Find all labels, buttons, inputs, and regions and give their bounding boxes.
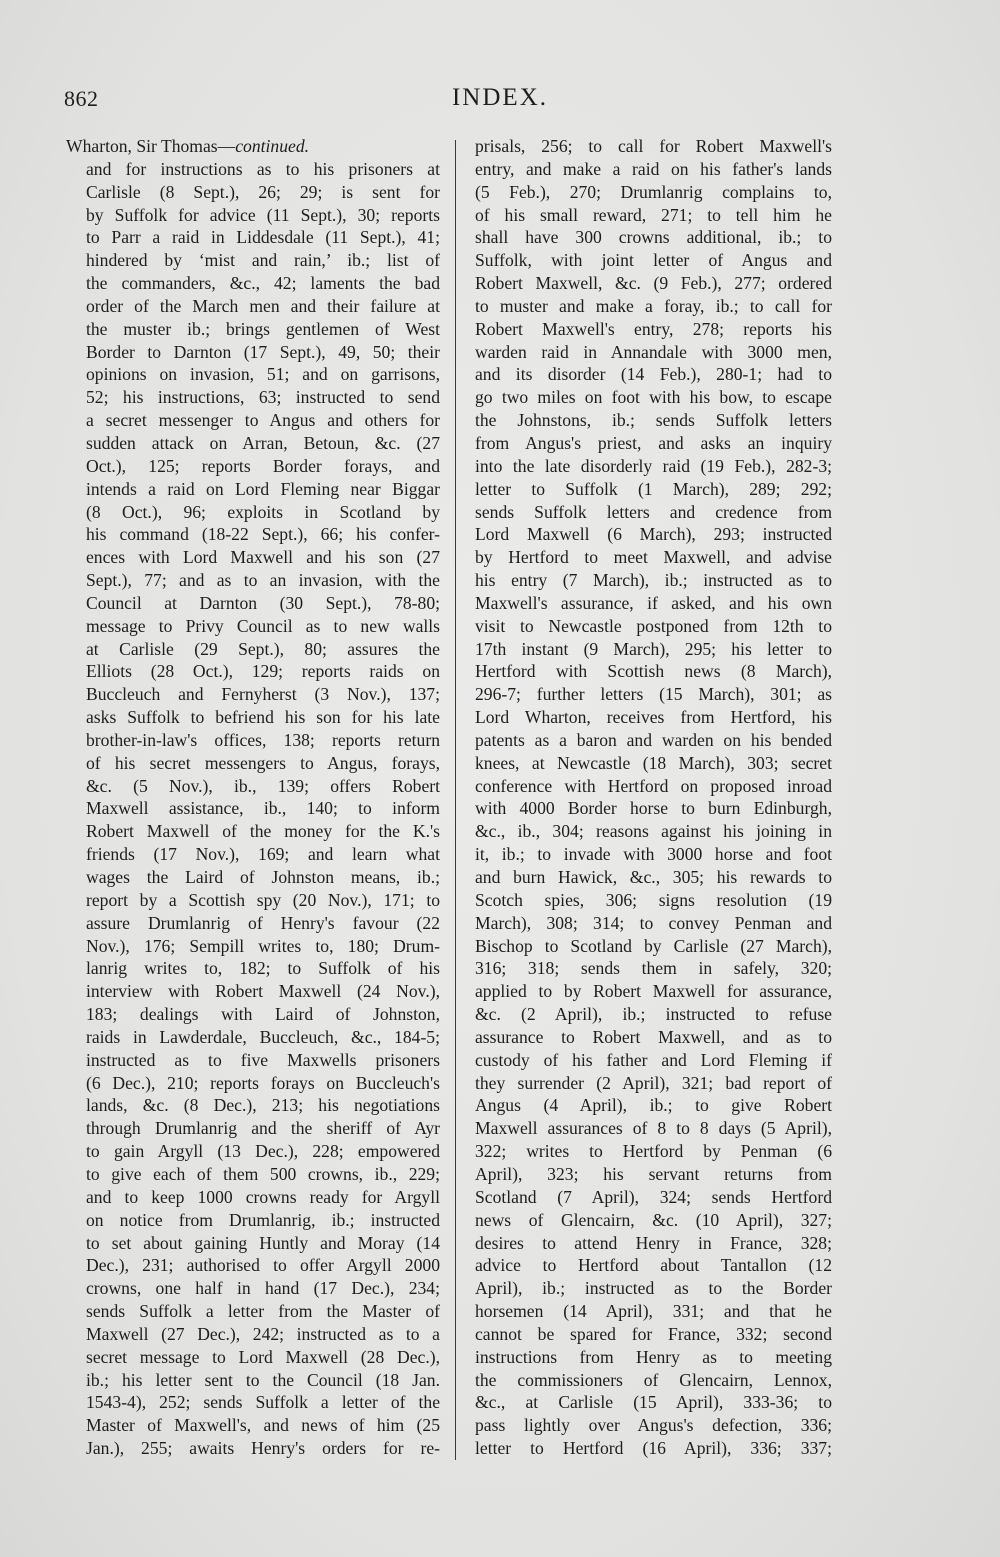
index-line: desires to attend Henry in France, 328; [475, 1232, 832, 1253]
index-line: his command (18-22 Sept.), 66; his confer- [86, 524, 440, 545]
index-line: of his small reward, 271; to tell him he [475, 204, 832, 225]
index-line: into the late disorderly raid (19 Feb.), 282-3; [475, 455, 832, 476]
index-line: Oct.), 125; reports Border forays, and [86, 455, 440, 476]
index-line: report by a Scottish spy (20 Nov.), 171; to [86, 889, 440, 910]
index-line: from Angus's priest, and asks an inquiry [475, 432, 832, 453]
index-line: it, ib.; to invade with 3000 horse and foot [475, 844, 832, 865]
index-line: Hertford with Scottish news (8 March), [475, 661, 832, 682]
index-line: March), 308; 314; to convey Penman and [475, 912, 832, 933]
index-line: to give each of them 500 crowns, ib., 229; [86, 1163, 440, 1184]
entry-name: Wharton, Sir Thomas— [66, 136, 236, 156]
index-line: hindered by ‘mist and rain,’ ib.; list of [86, 250, 440, 271]
index-line: custody of his father and Lord Fleming if [475, 1049, 832, 1070]
index-line: and burn Hawick, &c., 305; his rewards to [475, 867, 832, 887]
index-line: opinions on invasion, 51; and on garrisons, [86, 364, 440, 385]
index-line: at Carlisle (29 Sept.), 80; assures the [86, 638, 440, 659]
index-line: Elliots (28 Oct.), 129; reports raids on [86, 661, 440, 682]
index-line: Dec.), 231; authorised to offer Argyll 2000 [86, 1255, 440, 1276]
index-line: with 4000 Border horse to burn Edinburgh, [475, 798, 832, 819]
index-line: April), ib.; instructed as to the Border [475, 1278, 832, 1299]
entry-continued: continued. [235, 136, 310, 156]
index-line: &c. (5 Nov.), ib., 139; offers Robert [86, 775, 440, 796]
index-line: sends Suffolk a letter from the Master of [86, 1301, 440, 1322]
index-line: raids in Lawderdale, Buccleuch, &c., 184-5; [86, 1026, 440, 1047]
index-line: lands, &c. (8 Dec.), 213; his negotiations [86, 1095, 440, 1116]
index-line: Jan.), 255; awaits Henry's orders for re- [86, 1438, 440, 1459]
index-line: Robert Maxwell of the money for the K.'s [86, 821, 440, 842]
index-line: brother-in-law's offices, 138; reports return [86, 729, 440, 750]
index-line: applied to by Robert Maxwell for assurance, [475, 981, 832, 1002]
index-line: assurance to Robert Maxwell, and as to [475, 1026, 832, 1047]
index-line: Maxwell assurances of 8 to 8 days (5 April), [475, 1118, 832, 1139]
index-line: Lord Maxwell (6 March), 293; instructed [475, 524, 832, 545]
index-line: prisals, 256; to call for Robert Maxwell's [475, 136, 832, 156]
index-line: pass lightly over Angus's defection, 336; [475, 1415, 832, 1436]
index-line: they surrender (2 April), 321; bad report of [475, 1072, 832, 1093]
index-line: and its disorder (14 Feb.), 280-1; had to [475, 364, 832, 385]
index-line: visit to Newcastle postponed from 12th to [475, 615, 832, 636]
index-line: message to Privy Council as to new walls [86, 615, 440, 636]
index-line: 17th instant (9 March), 295; his letter to [475, 638, 832, 659]
index-line: the Johnstons, ib.; sends Suffolk letters [475, 410, 832, 431]
index-line: Scotland (7 April), 324; sends Hertford [475, 1186, 832, 1207]
entry-heading [66, 135, 440, 158]
index-line: to muster and make a foray, ib.; to call for [475, 295, 832, 316]
index-line: Maxwell (27 Dec.), 242; instructed as to a [86, 1323, 440, 1344]
index-line: Robert Maxwell, &c. (9 Feb.), 277; ordered [475, 273, 832, 294]
index-line: &c., at Carlisle (15 April), 333-36; to [475, 1392, 832, 1413]
index-line: sudden attack on Arran, Betoun, &c. (27 [86, 432, 440, 453]
index-line: &c. (2 April), ib.; instructed to refuse [475, 1004, 832, 1025]
index-line: 296-7; further letters (15 March), 301; as [475, 684, 832, 705]
index-line: advice to Hertford about Tantallon (12 [475, 1255, 832, 1276]
page-number: 862 [64, 86, 99, 111]
index-line: Master of Maxwell's, and news of him (25 [86, 1415, 440, 1436]
index-line: ib.; his letter sent to the Council (18 Jan. [86, 1369, 440, 1390]
index-line: by Suffolk for advice (11 Sept.), 30; reports [86, 204, 440, 225]
index-line: Carlisle (8 Sept.), 26; 29; is sent for [86, 181, 440, 202]
index-line: Maxwell assistance, ib., 140; to inform [86, 798, 440, 819]
left-column [66, 135, 440, 1460]
index-line: (6 Dec.), 210; reports forays on Buccleuch's [86, 1072, 440, 1093]
index-line: Scotch spies, 306; signs resolution (19 [475, 889, 832, 910]
index-line: on notice from Drumlanrig, ib.; instructed [86, 1209, 440, 1230]
index-line: Robert Maxwell's entry, 278; reports his [475, 318, 832, 339]
index-line: Bischop to Scotland by Carlisle (27 March), [475, 935, 832, 956]
index-line: shall have 300 crowns additional, ib.; to [475, 227, 832, 248]
index-line: to Parr a raid in Liddesdale (11 Sept.), 41; [86, 227, 440, 248]
index-line: through Drumlanrig and the sheriff of Ayr [86, 1118, 440, 1139]
index-line: (5 Feb.), 270; Drumlanrig complains to, [475, 181, 832, 202]
index-line: crowns, one half in hand (17 Dec.), 234; [86, 1278, 440, 1299]
index-line: of his secret messengers to Angus, forays, [86, 752, 440, 773]
index-line: Angus (4 April), ib.; to give Robert [475, 1095, 832, 1116]
index-line: and to keep 1000 crowns ready for Argyll [86, 1186, 440, 1207]
index-line: 316; 318; sends them in safely, 320; [475, 958, 832, 979]
index-line: asks Suffolk to befriend his son for his late [86, 707, 440, 728]
index-line: 322; writes to Hertford by Penman (6 [475, 1141, 832, 1162]
index-line: warden raid in Annandale with 3000 men, [475, 341, 832, 362]
index-line: and for instructions as to his prisoners at [86, 158, 440, 179]
index-line: entry, and make a raid on his father's lands [475, 158, 832, 179]
index-line: knees, at Newcastle (18 March), 303; secret [475, 752, 832, 773]
index-line: patents as a baron and warden on his bended [475, 729, 832, 750]
index-line: Lord Wharton, receives from Hertford, his [475, 707, 832, 728]
index-line: 1543-4), 252; sends Suffolk a letter of the [86, 1392, 440, 1413]
index-line: go two miles on foot with his bow, to escape [475, 387, 832, 408]
index-line: a secret messenger to Angus and others for [86, 410, 440, 431]
index-line: to set about gaining Huntly and Moray (14 [86, 1232, 440, 1253]
index-line: Sept.), 77; and as to an invasion, with the [86, 570, 440, 591]
index-line: order of the March men and their failure at [86, 295, 440, 316]
index-line: April), 323; his servant returns from [475, 1163, 832, 1184]
index-line: the commanders, &c., 42; laments the bad [86, 273, 440, 294]
index-line: friends (17 Nov.), 169; and learn what [86, 844, 440, 865]
index-line: instructions from Henry as to meeting [475, 1346, 832, 1367]
index-line: sends Suffolk letters and credence from [475, 501, 832, 522]
index-line: horsemen (14 April), 331; and that he [475, 1301, 832, 1322]
index-line: Suffolk, with joint letter of Angus and [475, 250, 832, 271]
index-line: wages the Laird of Johnston means, ib.; [86, 867, 440, 887]
index-line: Buccleuch and Fernyherst (3 Nov.), 137; [86, 684, 440, 705]
index-line: news of Glencairn, &c. (10 April), 327; [475, 1209, 832, 1230]
index-line: cannot be spared for France, 332; second [475, 1323, 832, 1344]
index-line: (8 Oct.), 96; exploits in Scotland by [86, 501, 440, 522]
right-column [475, 135, 832, 1460]
index-line: interview with Robert Maxwell (24 Nov.), [86, 981, 440, 1002]
index-line: &c., ib., 304; reasons against his joining in [475, 821, 832, 842]
index-line: assure Drumlanrig of Henry's favour (22 [86, 912, 440, 933]
index-line: conference with Hertford on proposed inroad [475, 775, 832, 796]
index-line: Maxwell's assurance, if asked, and his own [475, 592, 832, 613]
index-line: to gain Argyll (13 Dec.), 228; empowered [86, 1141, 440, 1162]
index-line: his entry (7 March), ib.; instructed as to [475, 570, 832, 591]
index-line: ences with Lord Maxwell and his son (27 [86, 547, 440, 568]
index-line: by Hertford to meet Maxwell, and advise [475, 547, 832, 568]
running-head: INDEX. [451, 84, 548, 111]
index-line: letter to Hertford (16 April), 336; 337; [475, 1438, 832, 1459]
column-divider [455, 140, 456, 1460]
index-line: intends a raid on Lord Fleming near Biggar [86, 478, 440, 499]
index-line: instructed as to five Maxwells prisoners [86, 1049, 440, 1070]
index-line: lanrig writes to, 182; to Suffolk of his [86, 958, 440, 979]
index-line: 183; dealings with Laird of Johnston, [86, 1004, 440, 1025]
index-line: Nov.), 176; Sempill writes to, 180; Drum- [86, 935, 440, 956]
index-line: the commissioners of Glencairn, Lennox, [475, 1369, 832, 1390]
index-line: secret message to Lord Maxwell (28 Dec.), [86, 1346, 440, 1367]
index-line: letter to Suffolk (1 March), 289; 292; [475, 478, 832, 499]
index-line: Border to Darnton (17 Sept.), 49, 50; their [86, 341, 440, 362]
index-line: 52; his instructions, 63; instructed to send [86, 387, 440, 408]
index-line: Council at Darnton (30 Sept.), 78-80; [86, 592, 440, 613]
index-line: the muster ib.; brings gentlemen of West [86, 318, 440, 339]
